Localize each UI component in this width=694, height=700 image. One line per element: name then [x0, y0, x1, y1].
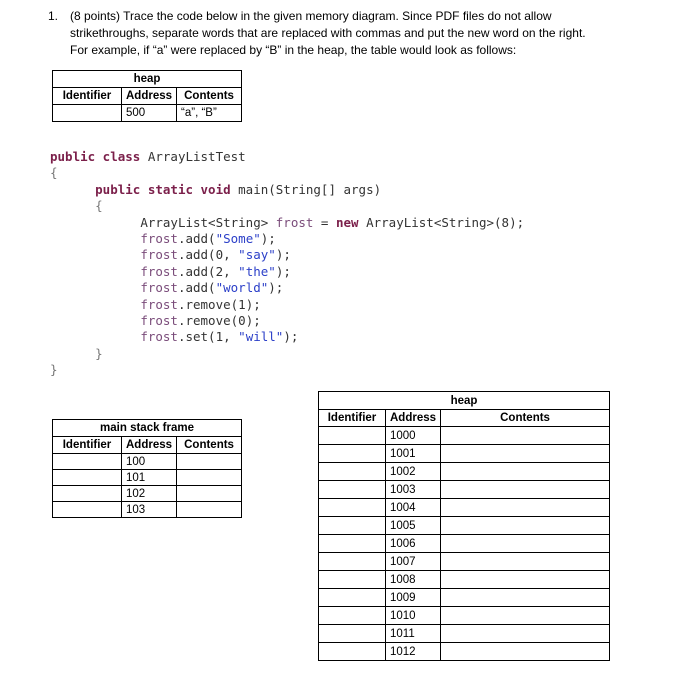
table-row	[53, 486, 242, 502]
contents-cell[interactable]	[441, 463, 610, 481]
identifier-cell[interactable]	[319, 517, 386, 535]
contents-cell[interactable]	[177, 486, 242, 502]
code-line: frost.add(2, "the");	[140, 263, 291, 279]
table-row	[319, 535, 610, 553]
identifier-cell[interactable]	[319, 571, 386, 589]
identifier-cell[interactable]	[319, 589, 386, 607]
address-cell: 1000	[386, 427, 441, 445]
identifier-cell[interactable]	[319, 553, 386, 571]
contents-cell[interactable]	[441, 625, 610, 643]
identifier-cell[interactable]	[319, 535, 386, 553]
header-address: Address	[122, 437, 177, 454]
example-contents-cell[interactable]: “a”, “B”	[177, 105, 242, 122]
address-cell: 1011	[386, 625, 441, 643]
address-cell: 1006	[386, 535, 441, 553]
address-cell: 101	[122, 470, 177, 486]
identifier-cell[interactable]	[319, 463, 386, 481]
contents-cell[interactable]	[441, 445, 610, 463]
address-cell: 1001	[386, 445, 441, 463]
code-class-name: ArrayListTest	[140, 149, 246, 164]
table-row	[319, 643, 610, 661]
address-cell: 1002	[386, 463, 441, 481]
contents-cell[interactable]	[441, 589, 610, 607]
code-decl-type: ArrayList<String>	[140, 214, 269, 230]
header-address: Address	[386, 410, 441, 427]
code-line: frost.add("Some");	[140, 231, 276, 247]
table-row	[319, 589, 610, 607]
header-identifier: Identifier	[53, 437, 122, 454]
code-method-keyword: public static void	[95, 181, 231, 197]
contents-cell[interactable]	[441, 481, 610, 499]
address-cell: 1008	[386, 571, 441, 589]
address-cell: 102	[122, 486, 177, 502]
code-brace: }	[95, 345, 103, 361]
example-identifier-cell[interactable]	[53, 105, 122, 122]
table-row	[319, 481, 610, 499]
header-contents: Contents	[177, 437, 242, 454]
code-class-keyword: public class	[50, 149, 141, 164]
code-line: frost.remove(0);	[140, 313, 261, 329]
table-row	[53, 502, 242, 518]
code-line: frost.remove(1);	[140, 296, 261, 312]
table-row	[319, 607, 610, 625]
code-block	[50, 149, 524, 379]
identifier-cell[interactable]	[53, 470, 122, 486]
table-row	[319, 517, 610, 535]
table-row	[319, 553, 610, 571]
identifier-cell[interactable]	[53, 502, 122, 518]
table-row	[53, 454, 242, 470]
address-cell: 1003	[386, 481, 441, 499]
identifier-cell[interactable]	[53, 454, 122, 470]
code-decl-rest: ArrayList<String>(8);	[358, 214, 525, 230]
code-new-keyword: new	[335, 214, 359, 230]
contents-cell[interactable]	[441, 499, 610, 517]
code-brace: {	[95, 198, 103, 214]
code-method-signature: main(String[] args)	[230, 181, 382, 197]
example-heap-caption: heap	[53, 71, 242, 88]
address-cell: 1007	[386, 553, 441, 571]
address-cell: 1009	[386, 589, 441, 607]
code-brace: }	[50, 362, 58, 378]
address-cell: 1004	[386, 499, 441, 517]
contents-cell[interactable]	[441, 607, 610, 625]
header-identifier: Identifier	[53, 88, 122, 105]
address-cell: 1012	[386, 643, 441, 661]
contents-cell[interactable]	[177, 454, 242, 470]
identifier-cell[interactable]	[319, 427, 386, 445]
contents-cell[interactable]	[441, 553, 610, 571]
table-row	[319, 427, 610, 445]
code-line: frost.add(0, "say");	[140, 247, 291, 263]
address-cell: 103	[122, 502, 177, 518]
heap-table	[318, 391, 610, 661]
table-row	[319, 445, 610, 463]
contents-cell[interactable]	[177, 502, 242, 518]
code-brace: {	[50, 165, 58, 181]
identifier-cell[interactable]	[319, 499, 386, 517]
code-decl-eq: =	[313, 214, 336, 230]
question-line: For example, if “a” were replaced by “B” in the heap, the table would look as follows:	[70, 43, 517, 57]
heap-caption: heap	[319, 392, 610, 410]
contents-cell[interactable]	[441, 427, 610, 445]
header-identifier: Identifier	[319, 410, 386, 427]
identifier-cell[interactable]	[319, 625, 386, 643]
identifier-cell[interactable]	[319, 607, 386, 625]
stack-frame-caption: main stack frame	[53, 420, 242, 437]
example-heap-table	[52, 70, 242, 122]
identifier-cell[interactable]	[319, 643, 386, 661]
code-line: frost.set(1, "will");	[140, 329, 299, 345]
header-contents: Contents	[441, 410, 610, 427]
code-decl-var: frost	[268, 214, 314, 230]
table-row	[53, 470, 242, 486]
header-contents: Contents	[177, 88, 242, 105]
identifier-cell[interactable]	[319, 481, 386, 499]
table-row	[319, 625, 610, 643]
address-cell: 1010	[386, 607, 441, 625]
table-row	[319, 571, 610, 589]
contents-cell[interactable]	[441, 571, 610, 589]
contents-cell[interactable]	[177, 470, 242, 486]
header-address: Address	[122, 88, 177, 105]
example-address-cell: 500	[122, 105, 177, 122]
stack-frame-table	[52, 419, 242, 518]
address-cell: 100	[122, 454, 177, 470]
contents-cell[interactable]	[441, 517, 610, 535]
contents-cell[interactable]	[441, 643, 610, 661]
address-cell: 1005	[386, 517, 441, 535]
question-number: 1.	[48, 9, 59, 23]
contents-cell[interactable]	[441, 535, 610, 553]
question-line: (8 points) Trace the code below in the given memory diagram. Since PDF files do not allow	[70, 9, 552, 23]
table-row	[319, 463, 610, 481]
question-text	[48, 8, 648, 59]
identifier-cell[interactable]	[319, 445, 386, 463]
code-line: frost.add("world");	[140, 280, 284, 296]
question-line: strikethroughs, separate words that are replaced with commas and put the new word on the right.	[70, 26, 586, 40]
identifier-cell[interactable]	[53, 486, 122, 502]
table-row	[319, 499, 610, 517]
